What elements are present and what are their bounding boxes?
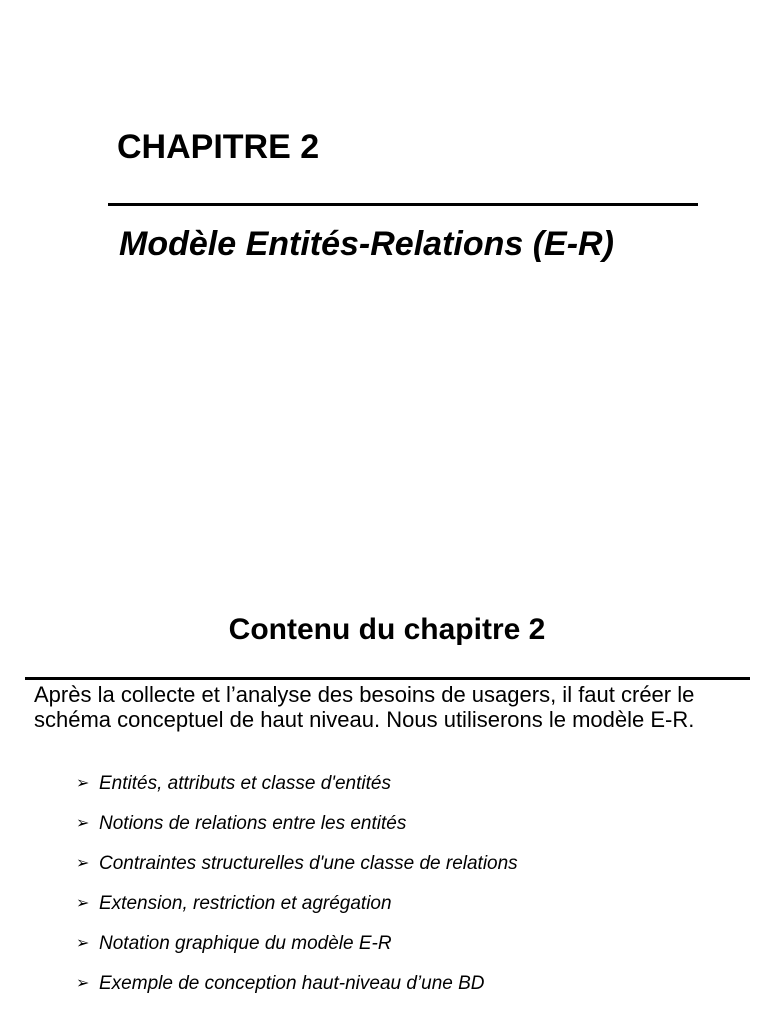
- list-item-text: Notions de relations entre les entités: [99, 813, 407, 834]
- list-item: [76, 970, 518, 1010]
- list-item: [76, 850, 518, 890]
- list-item: [76, 770, 518, 810]
- intro-paragraph: Après la collecte et l’analyse des besoins de usagers, il faut créer le schéma conceptuel de haut niveau. Nous utiliserons le modèle E-R.: [34, 682, 695, 732]
- list-item-text: Extension, restriction et agrégation: [99, 893, 392, 914]
- chapter-title: CHAPITRE 2: [117, 128, 320, 166]
- title-divider: [108, 203, 698, 206]
- contents-divider: [25, 677, 750, 680]
- list-item-text: Entités, attributs et classe d'entités: [99, 773, 391, 794]
- topics-list: [76, 770, 518, 1010]
- list-item-text: Exemple de conception haut-niveau d’une BD: [99, 973, 485, 994]
- list-item-text: Contraintes structurelles d'une classe de relations: [99, 853, 518, 874]
- list-item-text: Notation graphique du modèle E-R: [99, 933, 392, 954]
- arrowhead-bullet-icon: ➢: [76, 895, 90, 912]
- list-item: [76, 890, 518, 930]
- arrowhead-bullet-icon: ➢: [76, 855, 90, 872]
- arrowhead-bullet-icon: ➢: [76, 935, 90, 952]
- arrowhead-bullet-icon: ➢: [76, 975, 90, 992]
- contents-heading: Contenu du chapitre 2: [228, 613, 546, 646]
- list-item: [76, 810, 518, 850]
- arrowhead-bullet-icon: ➢: [76, 775, 90, 792]
- list-item: [76, 930, 518, 970]
- arrowhead-bullet-icon: ➢: [76, 815, 90, 832]
- chapter-subtitle: Modèle Entités-Relations (E-R): [119, 225, 614, 263]
